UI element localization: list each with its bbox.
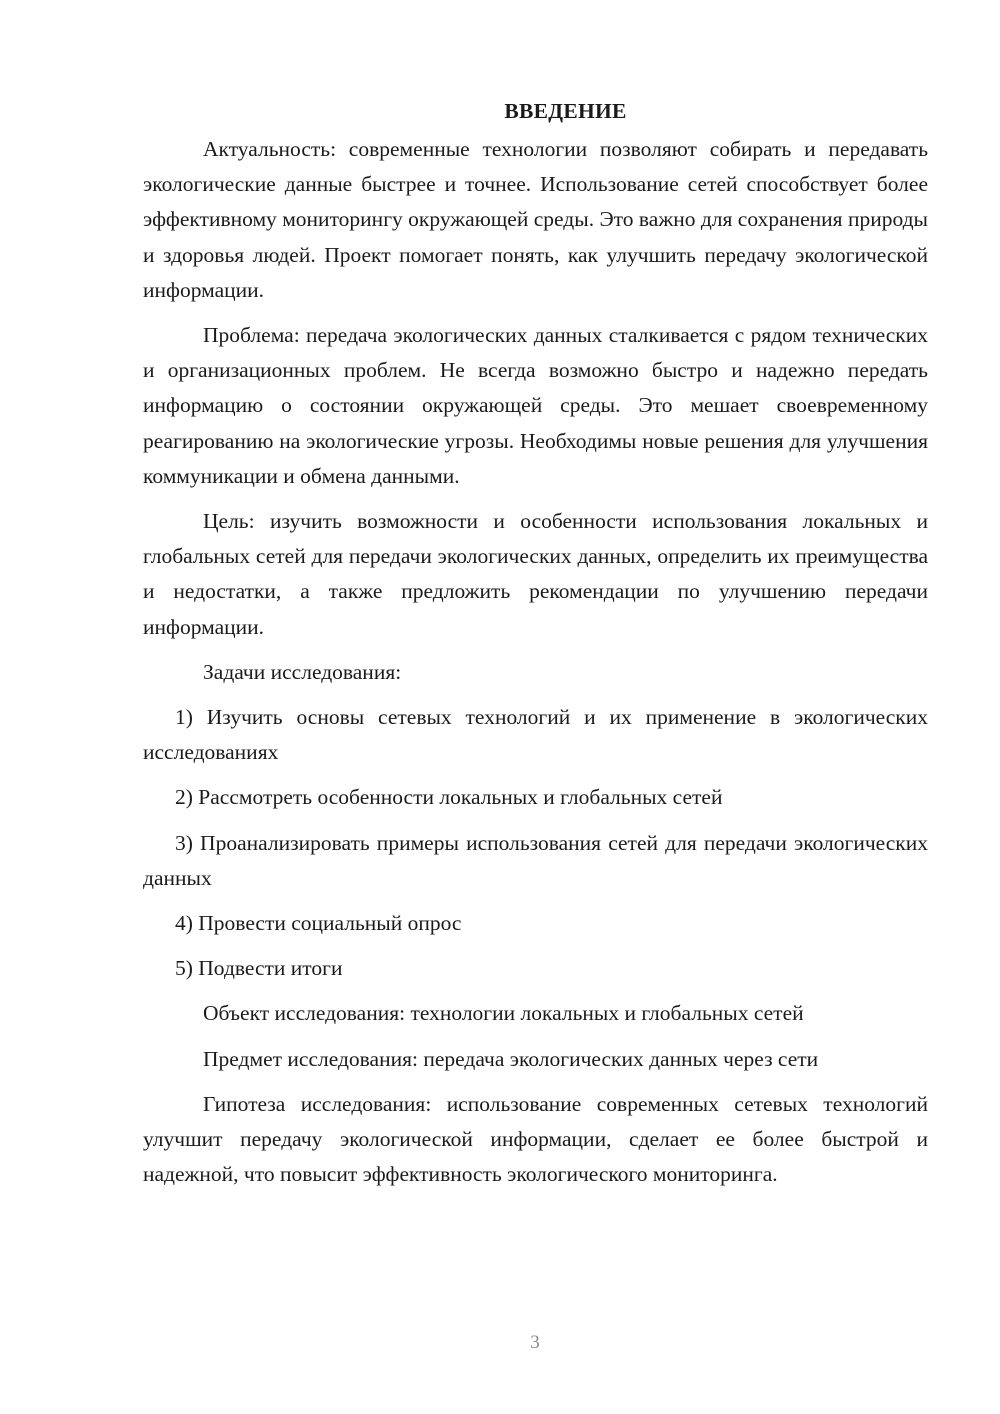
task-item-2: 2) Рассмотреть особенности локальных и глобальных сетей — [175, 785, 723, 810]
document-page — [143, 94, 928, 1202]
paragraph-object: Объект исследования: технологии локальных и глобальных сетей — [203, 1001, 804, 1026]
paragraph-hypothesis: Гипотеза исследования: использование современных сетевых технологий улучшит передачу экологической информации, сделает ее более быстрой и надежной, что повысит эффективность экологического мониторинга. — [143, 1091, 928, 1187]
paragraph-subject: Предмет исследования: передача экологических данных через сети — [203, 1046, 819, 1071]
tasks-heading: Задачи исследования: — [203, 659, 402, 684]
section-title: ВВЕДЕНИЕ — [504, 99, 627, 123]
paragraph-goal: Цель: изучить возможности и особенности использования локальных и глобальных сетей для передачи экологических данных, определить их преимущества и недостатки, а также предложить рекомендации по улучшению передачи информации. — [143, 509, 928, 639]
paragraph-relevance: Актуальность: современные технологии позволяют собирать и передавать экологические данные быстрее и точнее. Использование сетей способствует более эффективному мониторингу окружающей среды. Это важно для сохранения природы и здоровья людей. Проект помогает понять, как улучшить передачу экологической информации. — [143, 137, 928, 302]
page-number: 3 — [530, 1332, 540, 1353]
paragraph-problem: Проблема: передача экологических данных сталкивается с рядом технических и организационных проблем. Не всегда возможно быстро и надежно передать информацию о состоянии окружающей среды. Это мешает своевременному реагированию на экологические угрозы. Необходимы новые решения для улучшения коммуникации и обмена данными. — [143, 323, 928, 488]
task-item-1: 1) Изучить основы сетевых технологий и их применение в экологических исследованиях — [143, 705, 928, 765]
task-item-3: 3) Проанализировать примеры использования сетей для передачи экологических данных — [143, 830, 928, 890]
task-item-4: 4) Провести социальный опрос — [175, 911, 462, 936]
task-item-5: 5) Подвести итоги — [175, 956, 343, 981]
